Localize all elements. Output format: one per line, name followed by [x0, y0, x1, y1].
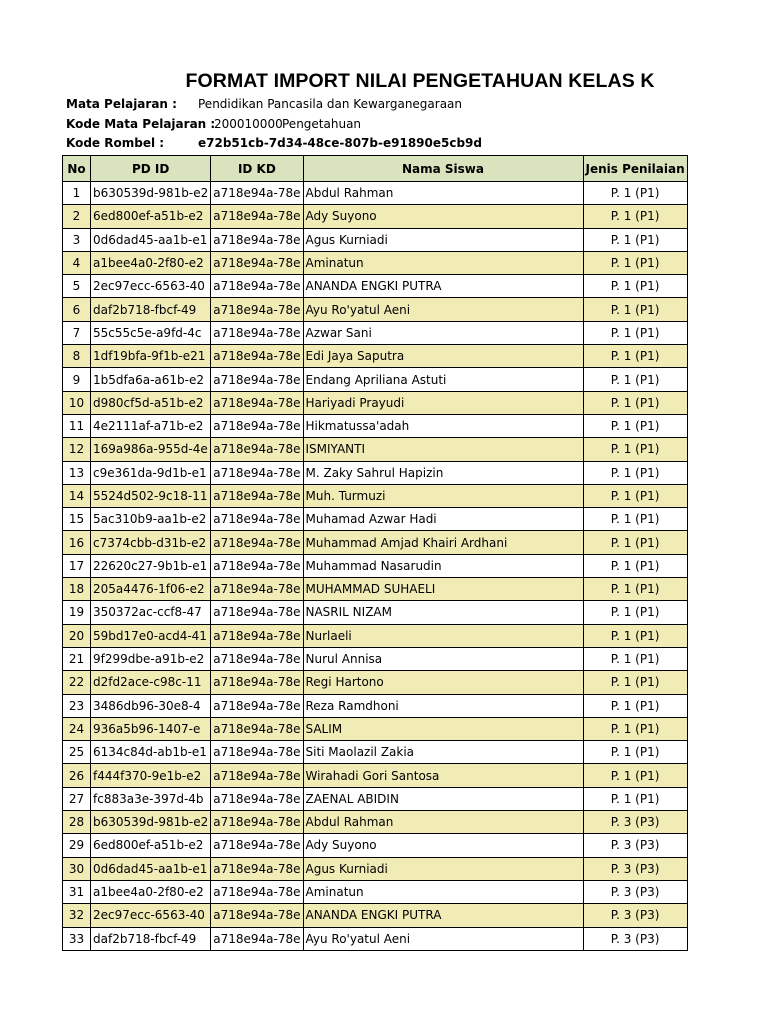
cell-pd-id: 1b5dfa6a-a61b-e2 [91, 368, 211, 391]
table-row [63, 205, 688, 228]
cell-pd-id: 5524d502-9c18-11 [91, 484, 211, 507]
table-row [63, 228, 688, 251]
cell-pd-id: b630539d-981b-e2 [91, 811, 211, 834]
cell-pd-id: c9e361da-9d1b-e1 [91, 461, 211, 484]
cell-no: 27 [63, 787, 91, 810]
cell-no: 31 [63, 880, 91, 903]
cell-nama-siswa: ANANDA ENGKI PUTRA [303, 904, 583, 927]
table-row [63, 904, 688, 927]
cell-nama-siswa: Siti Maolazil Zakia [303, 741, 583, 764]
col-header-id-kd: ID KD [211, 156, 303, 182]
cell-no: 1 [63, 182, 91, 205]
cell-jenis-penilaian: P. 1 (P1) [583, 717, 687, 740]
cell-id-kd: a718e94a-78e [211, 578, 303, 601]
cell-pd-id: 936a5b96-1407-e [91, 717, 211, 740]
cell-nama-siswa: Muh. Turmuzi [303, 484, 583, 507]
nilai-table [62, 155, 688, 951]
kode-mata-pelajaran-type: Pengetahuan [282, 117, 362, 131]
cell-nama-siswa: ISMIYANTI [303, 438, 583, 461]
cell-nama-siswa: Regi Hartono [303, 671, 583, 694]
cell-jenis-penilaian: P. 1 (P1) [583, 461, 687, 484]
cell-jenis-penilaian: P. 1 (P1) [583, 205, 687, 228]
table-row [63, 647, 688, 670]
cell-pd-id: a1bee4a0-2f80-e2 [91, 880, 211, 903]
cell-pd-id: 2ec97ecc-6563-40 [91, 275, 211, 298]
cell-jenis-penilaian: P. 3 (P3) [583, 834, 687, 857]
table-row [63, 275, 688, 298]
table-row [63, 811, 688, 834]
cell-id-kd: a718e94a-78e [211, 345, 303, 368]
cell-jenis-penilaian: P. 1 (P1) [583, 391, 687, 414]
cell-jenis-penilaian: P. 1 (P1) [583, 182, 687, 205]
cell-nama-siswa: SALIM [303, 717, 583, 740]
cell-pd-id: f444f370-9e1b-e2 [91, 764, 211, 787]
cell-no: 32 [63, 904, 91, 927]
kode-mata-pelajaran-label: Kode Mata Pelajaran : [66, 117, 216, 131]
table-body [63, 182, 688, 951]
cell-nama-siswa: Ady Suyono [303, 205, 583, 228]
cell-no: 9 [63, 368, 91, 391]
cell-jenis-penilaian: P. 1 (P1) [583, 368, 687, 391]
cell-id-kd: a718e94a-78e [211, 531, 303, 554]
cell-jenis-penilaian: P. 1 (P1) [583, 438, 687, 461]
cell-jenis-penilaian: P. 1 (P1) [583, 228, 687, 251]
cell-jenis-penilaian: P. 1 (P1) [583, 275, 687, 298]
cell-pd-id: 0d6dad45-aa1b-e1 [91, 228, 211, 251]
cell-id-kd: a718e94a-78e [211, 624, 303, 647]
cell-nama-siswa: Ayu Ro'yatul Aeni [303, 927, 583, 950]
cell-id-kd: a718e94a-78e [211, 554, 303, 577]
cell-id-kd: a718e94a-78e [211, 298, 303, 321]
cell-nama-siswa: Nurlaeli [303, 624, 583, 647]
cell-nama-siswa: Edi Jaya Saputra [303, 345, 583, 368]
cell-no: 26 [63, 764, 91, 787]
cell-id-kd: a718e94a-78e [211, 904, 303, 927]
cell-pd-id: 1df19bfa-9f1b-e21 [91, 345, 211, 368]
cell-id-kd: a718e94a-78e [211, 182, 303, 205]
table-row [63, 484, 688, 507]
cell-id-kd: a718e94a-78e [211, 834, 303, 857]
cell-jenis-penilaian: P. 1 (P1) [583, 787, 687, 810]
cell-no: 19 [63, 601, 91, 624]
cell-no: 10 [63, 391, 91, 414]
cell-pd-id: 22620c27-9b1b-e1 [91, 554, 211, 577]
col-header-jenis-penilaian: Jenis Penilaian [583, 156, 687, 182]
cell-jenis-penilaian: P. 1 (P1) [583, 531, 687, 554]
cell-no: 20 [63, 624, 91, 647]
cell-id-kd: a718e94a-78e [211, 321, 303, 344]
cell-jenis-penilaian: P. 1 (P1) [583, 345, 687, 368]
table-row [63, 438, 688, 461]
table-row [63, 554, 688, 577]
cell-nama-siswa: Hikmatussa'adah [303, 414, 583, 437]
cell-no: 2 [63, 205, 91, 228]
table-row [63, 182, 688, 205]
cell-no: 15 [63, 508, 91, 531]
table-row [63, 764, 688, 787]
cell-nama-siswa: Aminatun [303, 880, 583, 903]
cell-id-kd: a718e94a-78e [211, 671, 303, 694]
mata-pelajaran-value: Pendidikan Pancasila dan Kewarganegaraan [198, 97, 463, 111]
cell-pd-id: 3486db96-30e8-4 [91, 694, 211, 717]
cell-jenis-penilaian: P. 3 (P3) [583, 927, 687, 950]
table-row [63, 414, 688, 437]
kode-rombel-label: Kode Rombel : [66, 136, 165, 150]
table-row [63, 717, 688, 740]
cell-id-kd: a718e94a-78e [211, 601, 303, 624]
cell-no: 23 [63, 694, 91, 717]
mata-pelajaran-label: Mata Pelajaran : [66, 97, 177, 111]
table-row [63, 834, 688, 857]
table-row [63, 298, 688, 321]
cell-jenis-penilaian: P. 1 (P1) [583, 508, 687, 531]
cell-jenis-penilaian: P. 1 (P1) [583, 647, 687, 670]
cell-id-kd: a718e94a-78e [211, 391, 303, 414]
cell-pd-id: 350372ac-ccf8-47 [91, 601, 211, 624]
cell-jenis-penilaian: P. 1 (P1) [583, 484, 687, 507]
table-row [63, 578, 688, 601]
cell-jenis-penilaian: P. 1 (P1) [583, 298, 687, 321]
cell-pd-id: 6134c84d-ab1b-e1 [91, 741, 211, 764]
kode-mata-pelajaran-value: 200010000 [214, 117, 283, 131]
cell-jenis-penilaian: P. 1 (P1) [583, 671, 687, 694]
table-row [63, 741, 688, 764]
cell-no: 7 [63, 321, 91, 344]
table-row [63, 368, 688, 391]
cell-no: 14 [63, 484, 91, 507]
cell-id-kd: a718e94a-78e [211, 717, 303, 740]
cell-no: 13 [63, 461, 91, 484]
cell-no: 6 [63, 298, 91, 321]
table-row [63, 461, 688, 484]
table-row [63, 927, 688, 950]
cell-id-kd: a718e94a-78e [211, 438, 303, 461]
cell-id-kd: a718e94a-78e [211, 228, 303, 251]
cell-jenis-penilaian: P. 1 (P1) [583, 601, 687, 624]
cell-pd-id: 205a4476-1f06-e2 [91, 578, 211, 601]
cell-no: 18 [63, 578, 91, 601]
table-row [63, 321, 688, 344]
cell-no: 28 [63, 811, 91, 834]
cell-nama-siswa: Abdul Rahman [303, 182, 583, 205]
cell-nama-siswa: Ayu Ro'yatul Aeni [303, 298, 583, 321]
cell-no: 33 [63, 927, 91, 950]
table-row [63, 391, 688, 414]
col-header-nama-siswa: Nama Siswa [303, 156, 583, 182]
cell-nama-siswa: Agus Kurniadi [303, 228, 583, 251]
cell-no: 3 [63, 228, 91, 251]
cell-no: 4 [63, 251, 91, 274]
cell-pd-id: 6ed800ef-a51b-e2 [91, 205, 211, 228]
cell-jenis-penilaian: P. 1 (P1) [583, 624, 687, 647]
cell-pd-id: 4e2111af-a71b-e2 [91, 414, 211, 437]
cell-id-kd: a718e94a-78e [211, 647, 303, 670]
cell-pd-id: daf2b718-fbcf-49 [91, 927, 211, 950]
cell-pd-id: 55c55c5e-a9fd-4c [91, 321, 211, 344]
kode-rombel-value: e72b51cb-7d34-48ce-807b-e91890e5cb9d [198, 136, 482, 150]
cell-no: 12 [63, 438, 91, 461]
table-row [63, 251, 688, 274]
cell-id-kd: a718e94a-78e [211, 927, 303, 950]
cell-jenis-penilaian: P. 1 (P1) [583, 251, 687, 274]
table-row [63, 345, 688, 368]
col-header-pd-id: PD ID [91, 156, 211, 182]
page-title: FORMAT IMPORT NILAI PENGETAHUAN KELAS K [185, 70, 655, 92]
table-row [63, 787, 688, 810]
cell-nama-siswa: Nurul Annisa [303, 647, 583, 670]
table-header-row [63, 156, 688, 182]
cell-pd-id: 0d6dad45-aa1b-e1 [91, 857, 211, 880]
cell-jenis-penilaian: P. 3 (P3) [583, 880, 687, 903]
cell-pd-id: 2ec97ecc-6563-40 [91, 904, 211, 927]
cell-no: 16 [63, 531, 91, 554]
cell-id-kd: a718e94a-78e [211, 764, 303, 787]
cell-id-kd: a718e94a-78e [211, 694, 303, 717]
cell-jenis-penilaian: P. 1 (P1) [583, 741, 687, 764]
cell-nama-siswa: Hariyadi Prayudi [303, 391, 583, 414]
table-row [63, 880, 688, 903]
table-row [63, 694, 688, 717]
cell-pd-id: d2fd2ace-c98c-11 [91, 671, 211, 694]
cell-jenis-penilaian: P. 1 (P1) [583, 764, 687, 787]
table-row [63, 508, 688, 531]
cell-jenis-penilaian: P. 3 (P3) [583, 904, 687, 927]
cell-nama-siswa: Muhamad Azwar Hadi [303, 508, 583, 531]
cell-pd-id: c7374cbb-d31b-e2 [91, 531, 211, 554]
cell-pd-id: 59bd17e0-acd4-41 [91, 624, 211, 647]
cell-pd-id: a1bee4a0-2f80-e2 [91, 251, 211, 274]
cell-no: 5 [63, 275, 91, 298]
cell-no: 24 [63, 717, 91, 740]
cell-no: 8 [63, 345, 91, 368]
cell-jenis-penilaian: P. 3 (P3) [583, 857, 687, 880]
cell-pd-id: 169a986a-955d-4e [91, 438, 211, 461]
cell-no: 30 [63, 857, 91, 880]
cell-nama-siswa: Abdul Rahman [303, 811, 583, 834]
cell-id-kd: a718e94a-78e [211, 508, 303, 531]
cell-nama-siswa: NASRIL NIZAM [303, 601, 583, 624]
cell-id-kd: a718e94a-78e [211, 811, 303, 834]
cell-nama-siswa: Muhammad Nasarudin [303, 554, 583, 577]
cell-pd-id: 6ed800ef-a51b-e2 [91, 834, 211, 857]
cell-no: 29 [63, 834, 91, 857]
cell-id-kd: a718e94a-78e [211, 275, 303, 298]
table-row [63, 671, 688, 694]
cell-nama-siswa: Wirahadi Gori Santosa [303, 764, 583, 787]
cell-pd-id: 5ac310b9-aa1b-e2 [91, 508, 211, 531]
cell-jenis-penilaian: P. 1 (P1) [583, 578, 687, 601]
cell-no: 25 [63, 741, 91, 764]
cell-jenis-penilaian: P. 1 (P1) [583, 694, 687, 717]
cell-jenis-penilaian: P. 1 (P1) [583, 321, 687, 344]
table-row [63, 857, 688, 880]
cell-id-kd: a718e94a-78e [211, 205, 303, 228]
cell-nama-siswa: Reza Ramdhoni [303, 694, 583, 717]
cell-jenis-penilaian: P. 1 (P1) [583, 554, 687, 577]
cell-jenis-penilaian: P. 3 (P3) [583, 811, 687, 834]
cell-nama-siswa: Azwar Sani [303, 321, 583, 344]
cell-id-kd: a718e94a-78e [211, 787, 303, 810]
cell-nama-siswa: Aminatun [303, 251, 583, 274]
table-row [63, 624, 688, 647]
cell-pd-id: daf2b718-fbcf-49 [91, 298, 211, 321]
cell-id-kd: a718e94a-78e [211, 741, 303, 764]
cell-nama-siswa: M. Zaky Sahrul Hapizin [303, 461, 583, 484]
col-header-no: No [63, 156, 91, 182]
cell-nama-siswa: ZAENAL ABIDIN [303, 787, 583, 810]
cell-no: 21 [63, 647, 91, 670]
cell-no: 22 [63, 671, 91, 694]
cell-nama-siswa: ANANDA ENGKI PUTRA [303, 275, 583, 298]
cell-id-kd: a718e94a-78e [211, 414, 303, 437]
cell-id-kd: a718e94a-78e [211, 368, 303, 391]
cell-pd-id: fc883a3e-397d-4b [91, 787, 211, 810]
table-row [63, 531, 688, 554]
cell-id-kd: a718e94a-78e [211, 857, 303, 880]
cell-pd-id: d980cf5d-a51b-e2 [91, 391, 211, 414]
cell-nama-siswa: Endang Apriliana Astuti [303, 368, 583, 391]
cell-no: 17 [63, 554, 91, 577]
cell-nama-siswa: MUHAMMAD SUHAELI [303, 578, 583, 601]
cell-id-kd: a718e94a-78e [211, 880, 303, 903]
cell-nama-siswa: Agus Kurniadi [303, 857, 583, 880]
cell-pd-id: b630539d-981b-e2 [91, 182, 211, 205]
cell-id-kd: a718e94a-78e [211, 484, 303, 507]
cell-nama-siswa: Ady Suyono [303, 834, 583, 857]
table-row [63, 601, 688, 624]
cell-no: 11 [63, 414, 91, 437]
cell-id-kd: a718e94a-78e [211, 251, 303, 274]
cell-jenis-penilaian: P. 1 (P1) [583, 414, 687, 437]
cell-nama-siswa: Muhammad Amjad Khairi Ardhani [303, 531, 583, 554]
cell-id-kd: a718e94a-78e [211, 461, 303, 484]
cell-pd-id: 9f299dbe-a91b-e2 [91, 647, 211, 670]
